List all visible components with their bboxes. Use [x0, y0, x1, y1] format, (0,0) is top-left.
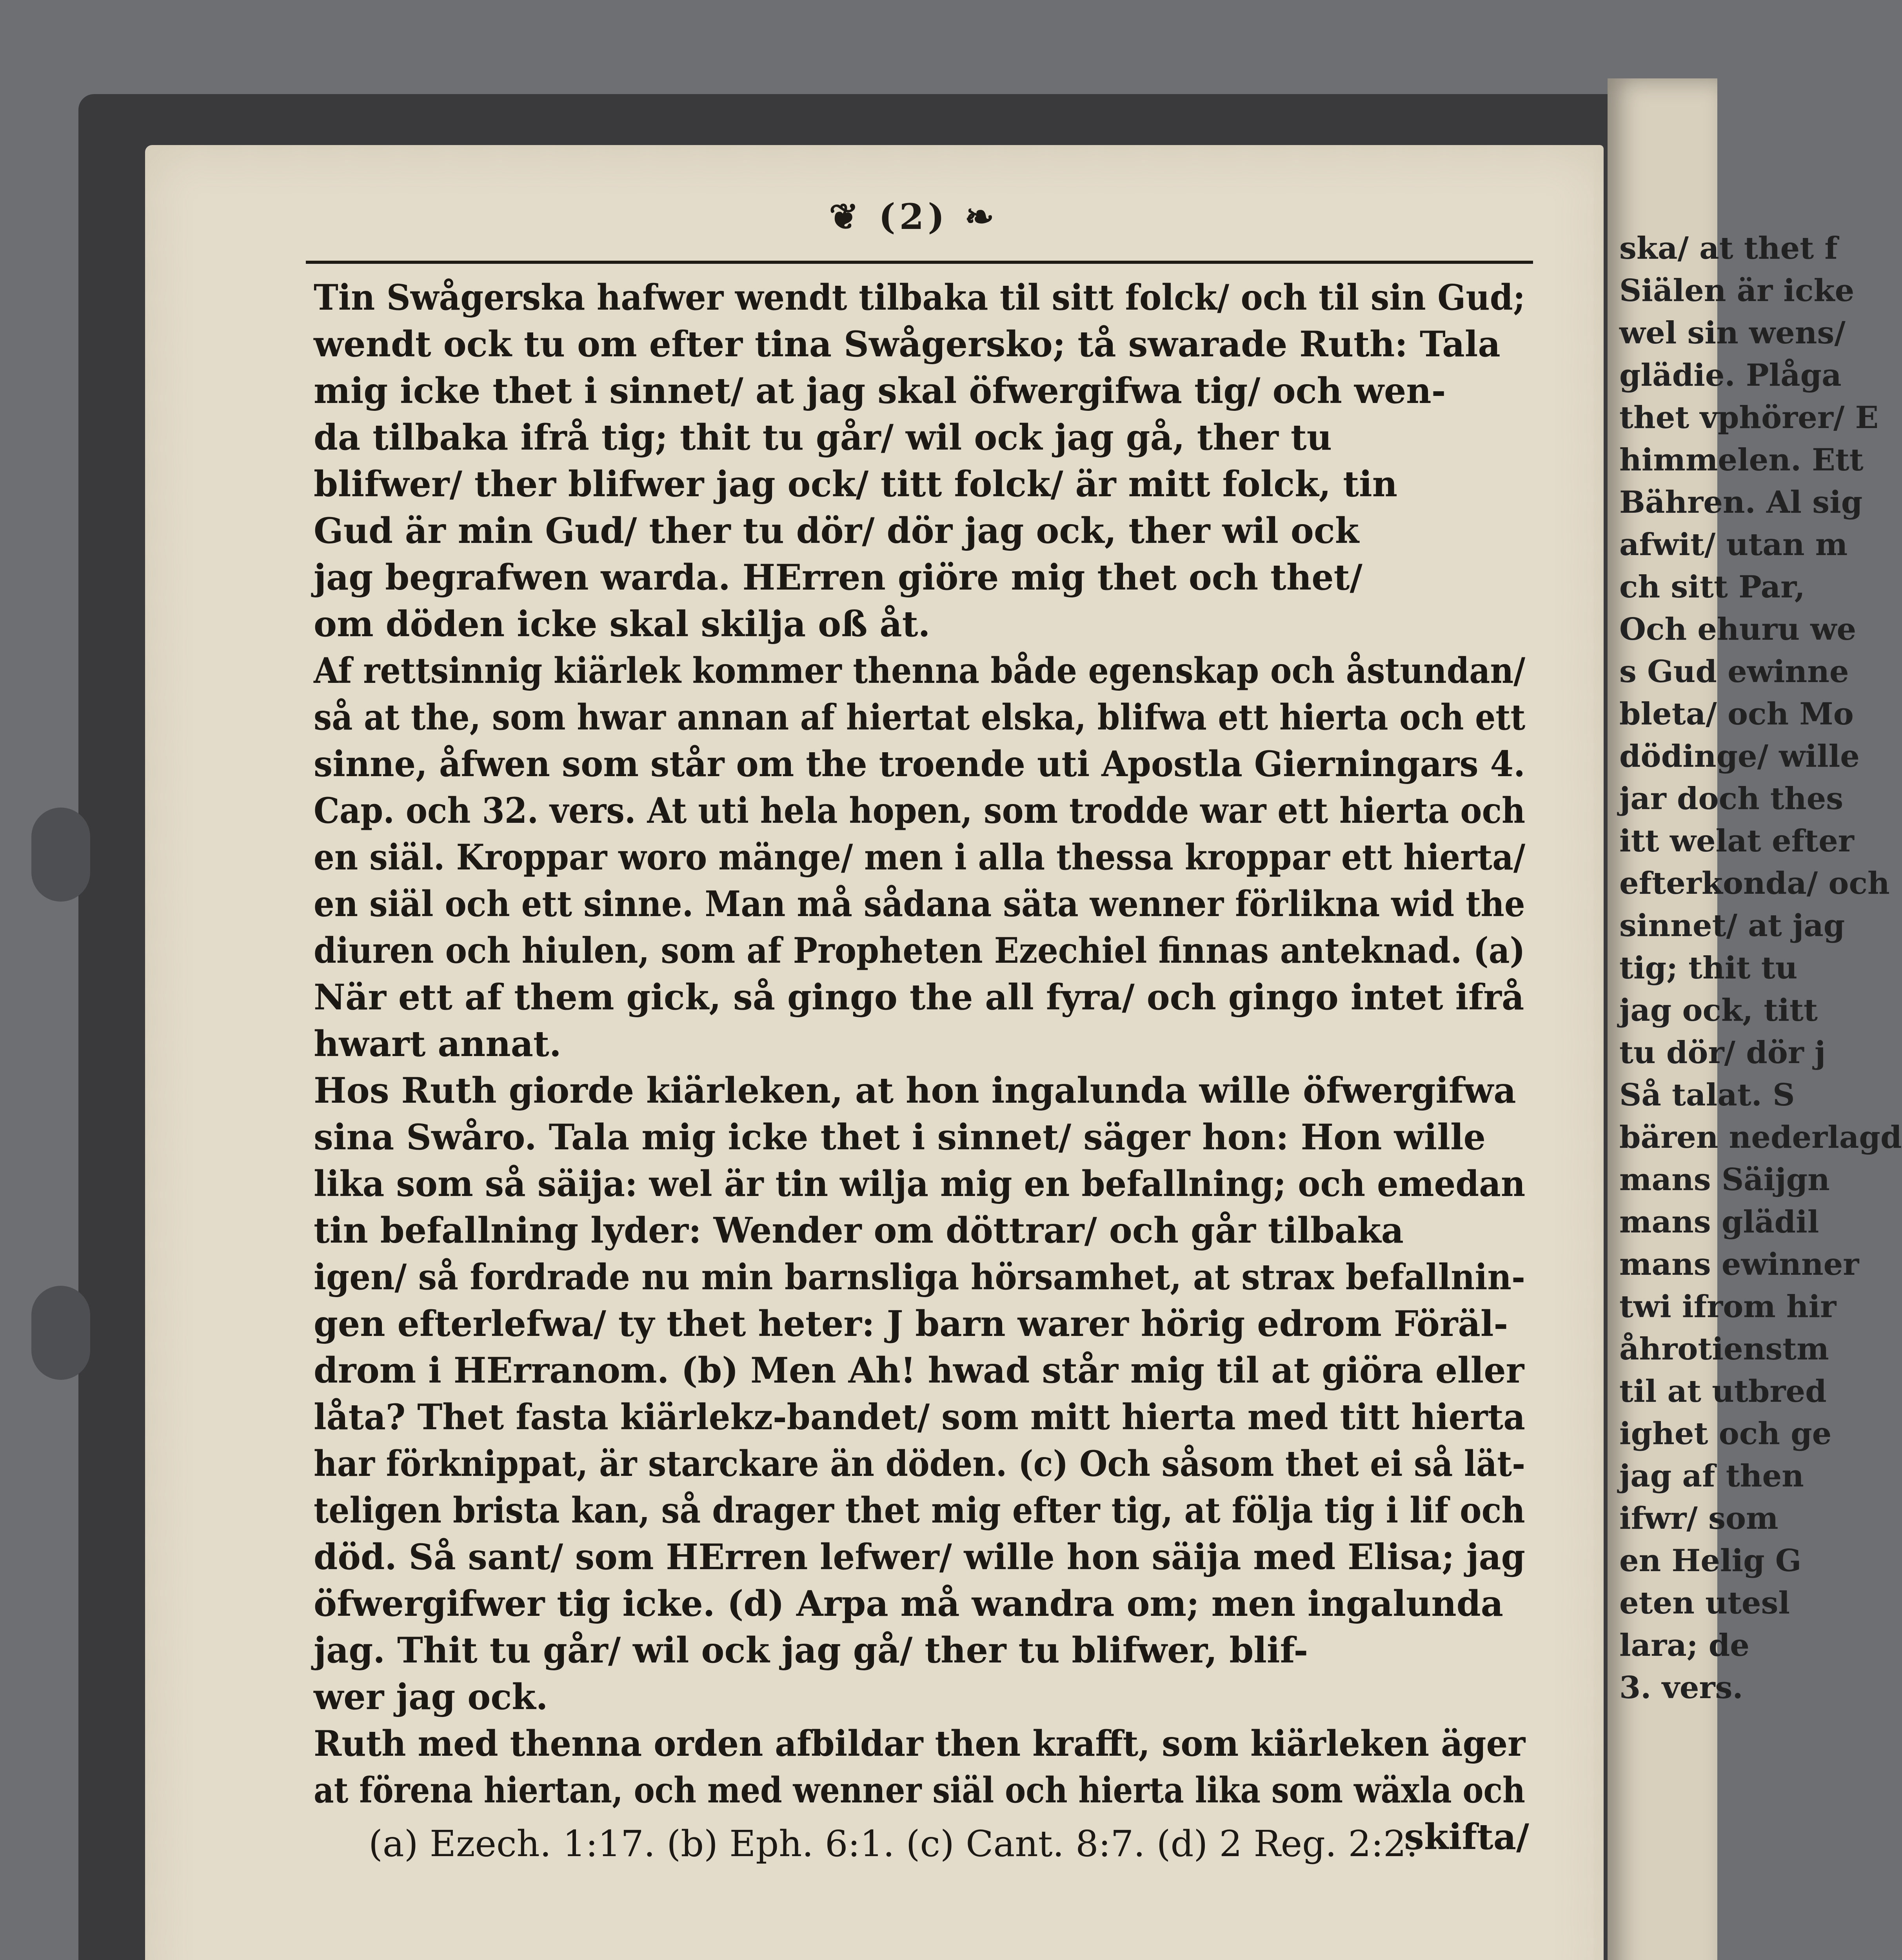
facing-text-line: itt welat efter	[1619, 823, 1854, 859]
text-line: wer jag ock.	[314, 1676, 548, 1718]
text-line: en siäl och ett sinne. Man må sådana säta wenner förlikna wid the	[314, 883, 1525, 925]
facing-text-line: mans Säijgn	[1619, 1162, 1830, 1198]
text-line: Hos Ruth giorde kiärleken, at hon ingalunda wille öfwergifwa	[314, 1070, 1516, 1111]
text-line: död. Så sant/ som HErren lefwer/ wille hon säija med Elisa; jag	[314, 1536, 1526, 1578]
text-line: om döden icke skal skilja oß åt.	[314, 603, 930, 645]
text-line: diuren och hiulen, som af Propheten Ezechiel finnas anteknad. (a)	[314, 930, 1525, 971]
page-number: (2)	[879, 196, 948, 238]
text-line: När ett af them gick, så gingo the all fyra/ och gingo intet ifrå	[314, 976, 1524, 1018]
text-line: jag. Thit tu går/ wil ock jag gå/ ther tu blifwer, blif-	[314, 1630, 1308, 1671]
facing-text-line: jag af then	[1619, 1458, 1804, 1494]
text-line: hwart annat.	[314, 1023, 561, 1065]
text-line: låta? Thet fasta kiärlekz-bandet/ som mitt hierta med titt hierta	[314, 1396, 1526, 1438]
book-clip-bottom	[31, 1286, 90, 1380]
facing-text-line: Och ehuru we	[1619, 612, 1857, 647]
text-line: Ruth med thenna orden afbildar then krafft, som kiärleken äger	[314, 1723, 1526, 1764]
facing-text-line: bären nederlagd	[1619, 1120, 1902, 1155]
page-header	[306, 196, 1521, 251]
facing-text-line: afwit/ utan m	[1619, 527, 1848, 563]
facing-text-line: mans ewinner	[1619, 1247, 1859, 1282]
text-line: sina Swåro. Tala mig icke thet i sinnet/ säger hon: Hon wille	[314, 1116, 1486, 1158]
text-line: en siäl. Kroppar woro mänge/ men i alla thessa kroppar ett hierta/	[314, 837, 1526, 878]
facing-text-line: wel sin wens/	[1619, 315, 1846, 351]
facing-text-line: ifwr/ som	[1619, 1501, 1778, 1536]
facing-text-line: lara; de	[1619, 1628, 1749, 1663]
text-line: så at the, som hwar annan af hiertat elska, blifwa ett hierta och ett	[314, 697, 1526, 738]
facing-text-line: thet vphörer/ E	[1619, 400, 1879, 436]
facing-text-line: ighet och ge	[1619, 1416, 1832, 1452]
text-line: teligen brista kan, så drager thet mig efter tig, at följa tig i lif och	[314, 1490, 1525, 1531]
footnotes: (a) Ezech. 1:17. (b) Eph. 6:1. (c) Cant. 8:7. (d) 2 Reg. 2:2.	[369, 1823, 1418, 1865]
facing-text-line: mans glädil	[1619, 1204, 1819, 1240]
facing-text-line: twi ifrom hir	[1619, 1289, 1837, 1325]
facing-text-line: jar doch thes	[1619, 781, 1844, 817]
ornament-right-icon: ❧	[965, 196, 998, 238]
text-line: blifwer/ ther blifwer jag ock/ titt folck/ är mitt folck, tin	[314, 463, 1398, 505]
facing-text-line: ch sitt Par,	[1619, 569, 1805, 605]
text-line: igen/ så fordrade nu min barnsliga hörsamhet, at strax befallnin-	[314, 1256, 1526, 1298]
facing-text-line: en Helig G	[1619, 1543, 1802, 1579]
text-line: sinne, åfwen som står om the troende uti Apostla Gierningars 4.	[314, 743, 1525, 785]
text-line: skifta/	[1404, 1816, 1529, 1858]
text-line: Gud är min Gud/ ther tu dör/ dör jag ock, ther wil ock	[314, 510, 1359, 552]
text-line: tin befallning lyder: Wender om döttrar/ och går tilbaka	[314, 1210, 1404, 1251]
book-clip-top	[31, 808, 90, 902]
facing-text-line: Så talat. S	[1619, 1077, 1795, 1113]
facing-text-line: 3. vers.	[1619, 1670, 1743, 1706]
ornament-left-icon: ❦	[829, 196, 879, 238]
text-line: drom i HErranom. (b) Men Ah! hwad står mig til at giöra eller	[314, 1350, 1524, 1391]
text-line: Cap. och 32. vers. At uti hela hopen, som trodde war ett hierta och	[314, 790, 1526, 831]
facing-text-line: s Gud ewinne	[1619, 654, 1849, 690]
facing-text-line: tig; thit tu	[1619, 950, 1798, 986]
text-line: Af rettsinnig kiärlek kommer thenna både egenskap och åstundan/	[314, 650, 1526, 691]
text-line: wendt ock tu om efter tina Swågersko; tå swarade Ruth: Tala	[314, 323, 1501, 365]
text-line: har förknippat, är starckare än döden. (c) Och såsom thet ei så lät-	[314, 1443, 1526, 1485]
text-line: at förena hiertan, och med wenner siäl och hierta lika som wäxla och	[314, 1769, 1525, 1811]
text-line: gen efterlefwa/ ty thet heter: J barn warer hörig edrom Föräl-	[314, 1303, 1508, 1345]
facing-text-line: Bähren. Al sig	[1619, 485, 1863, 520]
facing-text-line: åhrotienstm	[1619, 1331, 1829, 1367]
text-line: lika som så säija: wel är tin wilja mig en befallning; och emedan	[314, 1163, 1526, 1205]
facing-text-line: efterkonda/ och	[1619, 866, 1890, 901]
facing-text-line: himmelen. Ett	[1619, 442, 1864, 478]
header-rule	[306, 261, 1533, 264]
facing-text-line: jag ock, titt	[1619, 993, 1818, 1028]
facing-text-line: tu dör/ dör j	[1619, 1035, 1826, 1071]
facing-text-line: eten utesl	[1619, 1585, 1790, 1621]
text-line: mig icke thet i sinnet/ at jag skal öfwergifwa tig/ och wen-	[314, 370, 1446, 412]
page-body-text	[314, 274, 1545, 1860]
facing-text-line: dödinge/ wille	[1619, 739, 1860, 774]
facing-text-line: Siälen är icke	[1619, 273, 1855, 309]
text-line: öfwergifwer tig icke. (d) Arpa må wandra om; men ingalunda	[314, 1583, 1504, 1624]
facing-page	[1608, 78, 1902, 1960]
facing-text-line: bleta/ och Mo	[1619, 696, 1854, 732]
text-line: da tilbaka ifrå tig; thit tu går/ wil ock jag gå, ther tu	[314, 417, 1332, 458]
text-line: jag begrafwen warda. HErren giöre mig thet och thet/	[314, 557, 1362, 598]
facing-text-line: til at utbred	[1619, 1374, 1827, 1409]
text-line: Tin Swågerska hafwer wendt tilbaka til sitt folck/ och til sin Gud;	[314, 277, 1526, 318]
facing-text-line: sinnet/ at jag	[1619, 908, 1845, 944]
facing-text-line: glädie. Plåga	[1619, 358, 1842, 393]
facing-text-line: ska/ at thet f	[1619, 230, 1838, 266]
